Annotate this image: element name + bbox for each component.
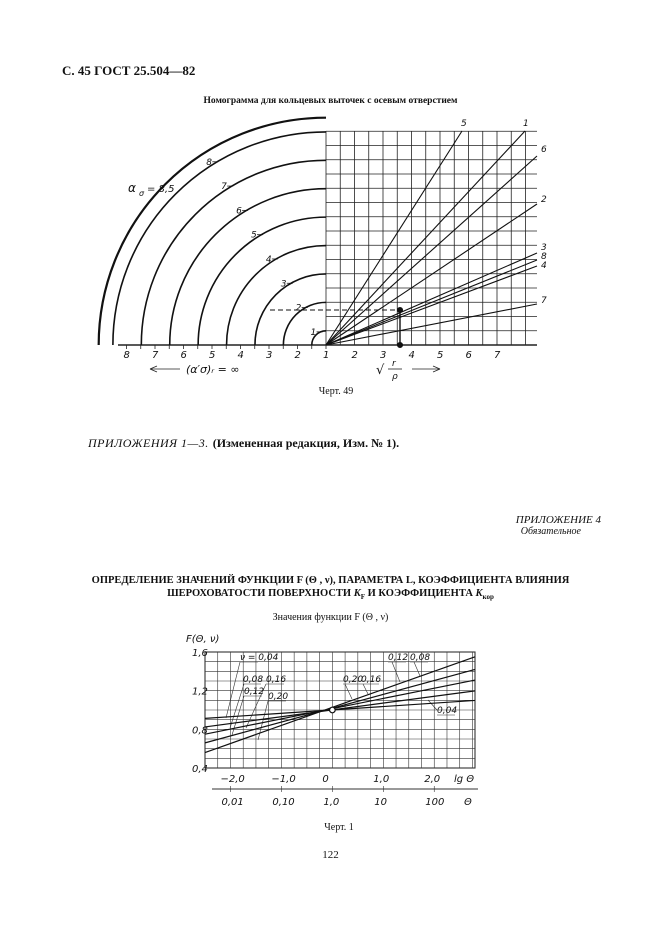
- x2-tick-label: 0,10: [272, 797, 295, 808]
- left-axis-label: (α′σ)ᵣ = ∞: [186, 363, 240, 376]
- section-title-kf: K: [353, 588, 361, 599]
- series-label: 0,16: [266, 675, 287, 685]
- series-label: 0,04: [437, 706, 458, 716]
- right-tick-3: 3: [380, 350, 387, 361]
- line-label-4: 4: [541, 261, 547, 271]
- left-tick-6: 6: [180, 350, 187, 361]
- nomogram-caption: Черт. 49: [318, 386, 354, 397]
- arc-label-3: 3: [280, 279, 287, 290]
- appendix-note-italic: ПРИЛОЖЕНИЯ 1—3.: [88, 436, 209, 450]
- chart-labels: [186, 634, 474, 808]
- left-tick-8: 8: [123, 350, 130, 361]
- right-tick-5: 5: [437, 350, 444, 361]
- y-axis-label: F(Θ, ν): [186, 634, 220, 645]
- right-axis-rho: ρ: [392, 372, 398, 382]
- left-tick-3: 3: [266, 350, 273, 361]
- appendix4-title: ПРИЛОЖЕНИЕ 4: [515, 514, 601, 526]
- right-tick-7: 7: [494, 350, 501, 361]
- line-label-3: 3: [541, 243, 547, 253]
- alpha-label: α: [128, 181, 136, 195]
- leader: [414, 662, 420, 676]
- leader: [345, 684, 352, 699]
- function-values-label: Значения функции F (Θ , ν): [272, 612, 389, 623]
- page-number: 122: [322, 849, 339, 861]
- series-label: 0,08: [243, 675, 264, 685]
- right-tick-6: 6: [465, 350, 472, 361]
- alpha-value: = 8,5: [147, 184, 175, 195]
- right-tick-2: 2: [351, 350, 358, 361]
- center-point: [330, 707, 336, 713]
- line-label-1: 1: [523, 119, 529, 129]
- y-tick-label: 0,4: [192, 764, 208, 775]
- nomogram-title: Номограмма для кольцевых выточек с осевым отверстием: [203, 96, 458, 106]
- x-axis-label: lg Θ: [454, 774, 475, 785]
- left-tick-5: 5: [209, 350, 216, 361]
- left-tick-4: 4: [237, 350, 244, 361]
- series-label: 0,12: [388, 653, 409, 663]
- arc-label-8: 8: [206, 157, 213, 168]
- x2-tick-label: 1,0: [323, 797, 340, 808]
- series-label: ν = 0,04: [240, 653, 279, 663]
- alpha-sub: σ: [139, 189, 145, 198]
- series-label: 0,20: [268, 692, 289, 702]
- section-title-k: K: [475, 588, 483, 599]
- leader: [428, 700, 437, 710]
- page-header: С. 45 ГОСТ 25.504—82: [62, 63, 196, 78]
- x2-tick-label: 0,01: [221, 797, 244, 808]
- y-tick-label: 0,8: [192, 725, 208, 737]
- x-tick-label: −2,0: [220, 774, 245, 785]
- section-title-kf-sub: F: [360, 593, 366, 602]
- chart-caption: Черт. 1: [324, 822, 354, 833]
- left-tick-1: 1: [323, 350, 330, 361]
- x-tick-label: −1,0: [271, 774, 296, 785]
- section-title-part-a: ШЕРОХОВАТОСТИ ПОВЕРХНОСТИ: [167, 588, 352, 599]
- x-tick-label: 0: [322, 774, 329, 785]
- appendix-note-bold: (Измененная редакция, Изм. № 1).: [212, 436, 400, 450]
- series-label: 0,20: [343, 675, 364, 685]
- series-label: 0,16: [361, 675, 382, 685]
- arc-label-6: 6: [236, 206, 242, 217]
- y-tick-label: 1,2: [192, 686, 208, 698]
- series-label: 0,12: [244, 687, 265, 697]
- arc-label-7: 7: [221, 182, 227, 193]
- series-label: 0,08: [410, 653, 431, 663]
- line-label-7: 7: [541, 296, 547, 306]
- left-tick-2: 2: [294, 350, 301, 361]
- left-tick-7: 7: [152, 350, 159, 361]
- right-axis-r: r: [392, 359, 396, 369]
- x-tick-label: 1,0: [373, 774, 390, 785]
- x2-tick-label: 10: [374, 797, 388, 808]
- arc-label-2: 2: [295, 303, 302, 314]
- section-title-k-sub: кор: [482, 593, 494, 602]
- line-label-6: 6: [541, 145, 547, 155]
- appendix4-subtitle: Обязательное: [520, 526, 581, 537]
- arc-label-5: 5: [250, 230, 257, 241]
- line-label-2: 2: [541, 195, 547, 205]
- line-label-8: 8: [541, 252, 547, 262]
- section-title-line-1: ОПРЕДЕЛЕНИЕ ЗНАЧЕНИЙ ФУНКЦИИ F (Θ , ν), ПАРАМЕТРА L, КОЭФФИЦИЕНТА ВЛИЯНИЯ: [91, 575, 570, 586]
- right-tick-4: 4: [408, 350, 415, 361]
- section-title-and: И КОЭФФИЦИЕНТА: [367, 588, 473, 599]
- line-label-5: 5: [461, 119, 467, 129]
- y-tick-label: 1,6: [192, 648, 208, 659]
- leader: [363, 684, 368, 694]
- x-tick-label: 2,0: [424, 774, 441, 785]
- x2-tick-label: 100: [425, 797, 445, 808]
- arc-label-4: 4: [265, 254, 272, 265]
- arc-label-1: 1: [310, 327, 317, 338]
- x2-axis-label: Θ: [464, 797, 472, 808]
- leader: [258, 701, 268, 740]
- leader: [226, 662, 240, 718]
- right-axis-sqrt: √: [376, 363, 385, 378]
